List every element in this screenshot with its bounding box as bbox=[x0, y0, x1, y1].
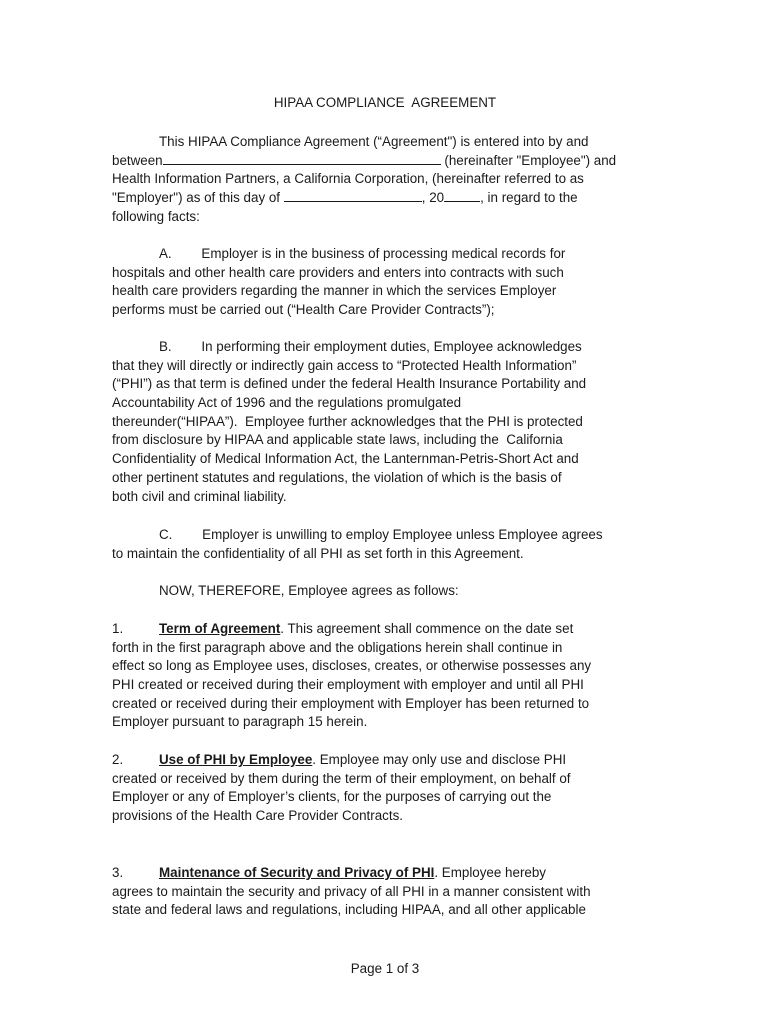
recital-c-line: C. Employer is unwilling to employ Employee unless Employee agrees bbox=[159, 527, 603, 542]
section-2-first-line: 2. Use of PHI by Employee. Employee may only use and disclose PHI bbox=[112, 751, 660, 770]
recital-a-line: health care providers regarding the manner in which the services Employer bbox=[112, 283, 557, 299]
recital-b-line: (“PHI”) as that term is defined under the federal Health Insurance Portability and bbox=[112, 376, 587, 392]
recital-a-line: A. Employer is in the business of processing medical records for bbox=[159, 246, 566, 261]
day-blank[interactable] bbox=[284, 189, 422, 202]
intro-line-5: following facts: bbox=[112, 208, 200, 224]
recital-b-line: thereunder(“HIPAA”). Employee further acknowledges that the PHI is protected bbox=[112, 413, 583, 429]
section-3-first-line: 3. Maintenance of Security and Privacy of PHI. Employee hereby bbox=[112, 864, 660, 883]
recital-b-line: that they will directly or indirectly gain access to “Protected Health Information” bbox=[112, 357, 577, 373]
recital-b-line: Accountability Act of 1996 and the regulations promulgated bbox=[112, 395, 462, 411]
section-1-line: effect so long as Employee uses, discloses, creates, or otherwise possesses any bbox=[112, 658, 592, 674]
section-heading: Term of Agreement bbox=[159, 621, 281, 636]
now-therefore-paragraph bbox=[112, 582, 660, 601]
recital-b-line: other pertinent statutes and regulations, the violation of which is the basis of bbox=[112, 469, 562, 485]
recital-c-line: to maintain the confidentiality of all PHI as set forth in this Agreement. bbox=[112, 545, 524, 561]
section-1-line: forth in the first paragraph above and the obligations herein shall continue in bbox=[112, 639, 563, 655]
intro-line-3: Health Information Partners, a California Corporation, (hereinafter referred to as bbox=[112, 171, 584, 187]
recital-b bbox=[112, 338, 660, 506]
recital-a-line: hospitals and other health care providers and enters into contracts with such bbox=[112, 264, 564, 280]
section-number: 1. bbox=[112, 621, 124, 636]
section-3-line: agrees to maintain the security and privacy of all PHI in a manner consistent with bbox=[112, 883, 591, 899]
section-number: 2. bbox=[112, 752, 124, 767]
intro-line-4: "Employer") as of this day of , 20 , in regard to the bbox=[112, 190, 578, 206]
section-2 bbox=[112, 751, 660, 826]
page-number: Page 1 of 3 bbox=[350, 961, 420, 976]
intro-line-2: between (hereinafter "Employee") and bbox=[112, 152, 617, 168]
section-heading: Maintenance of Security and Privacy of PHI bbox=[159, 865, 435, 880]
recital-b-line: both civil and criminal liability. bbox=[112, 488, 287, 504]
document-title: HIPAA COMPLIANCE AGREEMENT bbox=[273, 95, 497, 110]
section-1-line: created or received during their employment with Employer has been returned to bbox=[112, 695, 590, 711]
recital-c bbox=[112, 526, 660, 563]
year-blank[interactable] bbox=[444, 189, 480, 202]
section-3-line: state and federal laws and regulations, including HIPAA, and all other applicable bbox=[112, 902, 586, 918]
section-2-line: provisions of the Health Care Provider Contracts. bbox=[112, 808, 404, 824]
section-2-line: created or received by them during the term of their employment, on behalf of bbox=[112, 770, 571, 786]
section-heading: Use of PHI by Employee bbox=[159, 752, 313, 767]
section-number: 3. bbox=[112, 865, 124, 880]
recital-b-line: from disclosure by HIPAA and applicable state laws, including the California bbox=[112, 432, 563, 448]
intro-paragraph bbox=[112, 133, 660, 226]
employee-name-blank[interactable] bbox=[163, 152, 441, 165]
recital-a bbox=[112, 245, 660, 320]
section-2-line: Employer or any of Employer’s clients, for the purposes of carrying out the bbox=[112, 789, 552, 805]
recital-b-line: Confidentiality of Medical Information Act, the Lanternman-Petris-Short Act and bbox=[112, 451, 579, 467]
section-1-line: Employer pursuant to paragraph 15 herein. bbox=[112, 714, 368, 730]
section-1-line: PHI created or received during their employment with employer and until all PHI bbox=[112, 677, 584, 693]
section-3 bbox=[112, 864, 660, 920]
now-therefore-line: NOW, THEREFORE, Employee agrees as follows: bbox=[159, 583, 459, 598]
section-1 bbox=[112, 620, 660, 732]
section-1-first-line: 1. Term of Agreement. This agreement shall commence on the date set bbox=[112, 620, 660, 639]
intro-line-1: This HIPAA Compliance Agreement (“Agreement") is entered into by and bbox=[159, 134, 589, 149]
recital-a-line: performs must be carried out (“Health Care Provider Contracts”); bbox=[112, 302, 495, 318]
recital-b-line: B. In performing their employment duties, Employee acknowledges bbox=[159, 339, 582, 354]
